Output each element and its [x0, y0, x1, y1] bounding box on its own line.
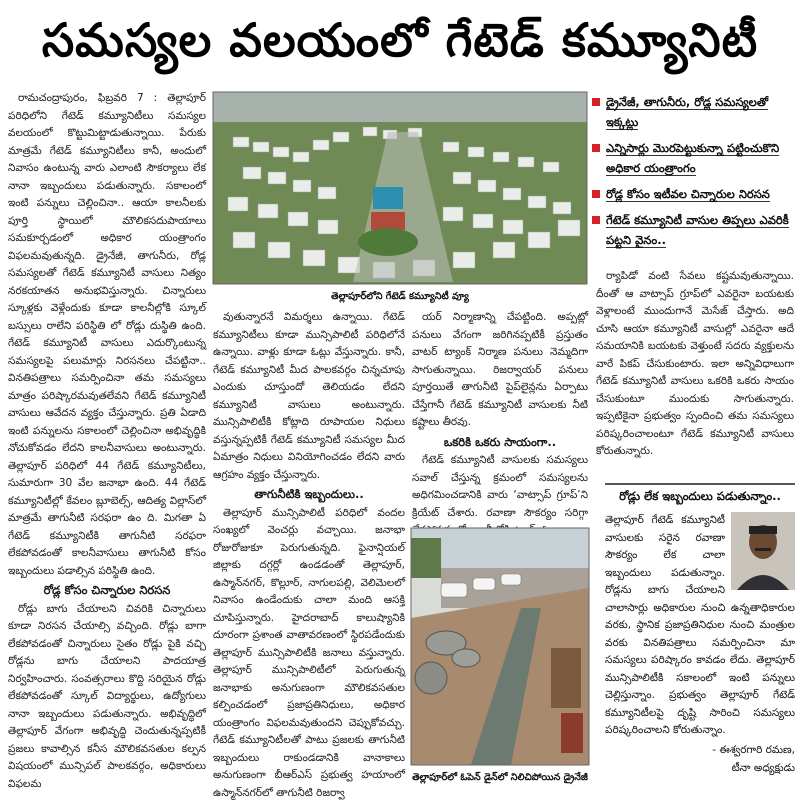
article-column-3 — [412, 309, 588, 519]
highlight-text: గేటెడ్ కమ్యూనిటీ వాసుల తిప్పలు ఎవరికీ పట్టని వైనం.. — [606, 213, 789, 248]
article-paragraph: వుతున్నారనే విమర్శలు ఉన్నాయి. గేటెడ్ కమ్యూనిటీలు కూడా మున్సిపాలిటీ పరిధిలోనే ఉన్నాయి. వాళ్లు కూడా ఓట్లు వేస్తున్నారు. కానీ, గేటెడ్ కమ్యూనిటీ మీద పాలకవర్గం చిన్నచూపు ఎందుకు చూస్తుందో తెలియడం లేదని కమ్యూనిటీ వాసులు అంటున్నారు. మున్సిపాలిటీకి కోట్లాది రూపాయల నిధులు వస్తున్నప్పటికీ గేటెడ్ కమ్యూనిటీ సమస్యల మీద ఏమాత్రం నిధులు వినియోగించడం లేదని వారు ఆగ్రహం వ్యక్తం చేస్తున్నారు. — [213, 309, 405, 484]
highlight-text: డ్రైనేజీ, తాగునీరు, రోడ్ల సమస్యలతో ఇక్కట్లు — [606, 95, 768, 130]
highlight-item — [592, 184, 792, 204]
article-paragraph: రోడ్లు బాగు చేయాలని చివరికి చిన్నారులు కూడా నిరసన చేయాల్సి వచ్చింది. రోడ్లు బాగా లేకపోవడంతో చిన్నారులు సైతం రోడ్లు పైకి వచ్చి రోడ్లను బాగు చేయాలని పాదయాత్ర నిర్వహించారు. సంవత్సరాలు కొద్ది సరియైన రోడ్లు లేకపోవడంతో స్కూల్ విద్యార్థులు, ఉద్యోగులు నానా ఇబ్బందులు పడుతున్నారు. అభివృద్ధిలో తెల్లాపూర్ వేగంగా అభివృద్ధి చెందుతున్నప్పటికీ ప్రజలు కావాల్సిన కనీస మౌలికవసతుల కల్పన విషయంలో మున్సిపల్ పాలకవర్గం, అధికారులు విఫలమ — [8, 601, 206, 794]
highlight-item — [592, 210, 792, 250]
section-subhead: తాగునీటికి ఇబ్బందులు.. — [213, 486, 405, 504]
article-paragraph: ర్యాపిడో వంటి సేవలు కష్టమవుతున్నాయి. దీంతో ఆ వాట్సాప్ గ్రూప్‌లో ఎవరైనా బయటకు వెళ్లాలంటే ముందుగానే మెసేజ్ చేస్తారు. అది చూసి ఆయా కమ్యూనిటీ వాసుల్లో ఎవరైనా ఆదే సమయానికి బయటకు వెళ్తుంటే సదరు వ్యక్తులను వారే పికప్ చేసుకుంటారు. ఇలా అన్నివిధాలుగా గేటెడ్ కమ్యూనిటీ వాసులు ఒకరికి ఒకరు సాయం చేసుకుంటూ ముందుకు సాగుతున్నారు. ఇప్పటికైనా ప్రభుత్వం స్పందించి తమ సమస్యలు పరిష్కరించాలంటూ గేటెడ్ కమ్యూనిటీ వాసులు కోరుతున్నారు. — [596, 268, 794, 461]
article-paragraph: తెల్లాపూర్ మున్సిపాలిటీ పరిధిలో వందల సంఖ్యలో వెంచర్లు వచ్చాయి. జనాభా రోజురోజుకూ పెరుగుతున్నది. ఫైనాన్షియల్ జిల్లాకు దగ్గర్లో ఉండడంతో తెల్లాపూర్, ఉస్మాన్‌నగర్, కొల్లూర్, నాగులపల్లి, వెలిమెలలో నివాసం ఉండేందుకు చాలా మంది ఆసక్తి చూపిస్తున్నారు. హైదరాబాద్ కాలుష్యానికి దూరంగా ప్రశాంత వాతావరణంలో స్థిరపడేందుకు తెల్లాపూర్ మున్సిపాలిటీకి జనాలు వస్తున్నారు. తెల్లాపూర్ మున్సిపాలిటీలో పెరుగుతున్న జనాభాకు అనుగుణంగా మౌలికవసతుల కల్పించడంలో ప్రజాప్రతినిధులు, అధికార యంత్రాంగం విఫలమవుతుందని చెప్పుకోవచ్చు. గేటెడ్ కమ్యూనిటీలతో పాటు ప్రజలకు తాగునీటి ఇబ్బందులు రాకుండడానికి వానాకాలు అనుగుణంగా బీఆర్‌ఎస్ ప్రభుత్వ హయాంలో ఉస్మాన్‌నగర్‌లో తాగునీటి రిజర్వా — [213, 505, 405, 802]
highlight-item — [592, 138, 792, 178]
article-column-4 — [596, 268, 794, 476]
aerial-view-image — [213, 92, 587, 284]
drainage-image — [411, 528, 589, 765]
photo-caption: తెల్లాపూర్‌లోని గేటెడ్ కమ్యూనిటీ వ్యూ — [213, 290, 587, 304]
quote-text: తెల్లాపూర్ గేటెడ్ కమ్యూనిటీ వాసులకు సరైన రవాణా సౌకర్యం లేక చాలా ఇబ్బందులు పడుతున్నాం. రోడ్లను బాగు చేయాలని చాలాసార్లు అధికారుల నుంచి ఉన్నతాధికారుల వరకు, స్థానిక ప్రజాప్రతినిధుల నుంచి మంత్రుల వరకు వినతిపత్రాలు సమర్పించినా మా సమస్యలు పరిష్కారం కావడం లేదు. తెల్లాపూర్ మున్సిపాలిటీకి సకాలంలో ఇంటి పన్నులు చెల్లిస్తున్నాం. ప్రభుత్వం తెల్లాపూర్ గేటెడ్ కమ్యూనిటీలపై దృష్టి సారించి సమస్యలు పరిష్కరించాలని కోరుతున్నాం. — [605, 512, 795, 740]
article-paragraph: రామచంద్రాపురం, ఫిబ్రవరి 7 : తెల్లాపూర్ పరిధిలోని గేటెడ్ కమ్యూనిటీలు సమస్యల వలయంలో కొట్టుమిట్టాడుతున్నాయి. పేరుకు మాత్రమే గేటెడ్ కమ్యూనిటీలు కానీ, అందులో నివాసం ఉంటున్న వారు ఎలాంటి సౌకర్యాలు లేక నానా ఇబ్బందులు పడుతున్నారు. సకాలంలో ఇంటి పన్నులు చెల్లించినా.. ఆయా కాలనీలకు పూర్తి స్థాయిలో మౌలికసదుపాయాలు సమకూర్చడంలో అధికార యంత్రాంగం విఫలమవుతున్నది. డ్రైనేజీ, తాగునీరు, రోడ్ల సమస్యలతో గేటెడ్ కమ్యూనిటీ వాసులు నిత్యం నరకయాతన అనుభవిస్తున్నారు. చిన్నారులు స్కూళ్లకు వెళ్లేందుకు కూడా కాలనీల్లోకి స్కూల్ బస్సులు రాలేని పరిస్థితి లో రోడ్లు దుస్థితి ఉంది. గేటెడ్ కమ్యూనిటీ వాసులు ఎదుర్కొంటున్న సమస్యలపై పలుమార్లు నిరసనలు చేపట్టినా.. వినతిపత్రాలు సమర్పించినా తమ సమస్యలు మాత్రం పరిష్కారమవుతలేవని గేటెడ్ కమ్యూనిటీ వాసులు ఆవేదన వ్యక్తం చేస్తున్నారు. ప్రతి ఏడాది ఇంటి పన్నులను సకాలంలో చెల్లించినా అభివృద్ధికి నోచుకోవడం లేదని కాలనీవాసులు అంటున్నారు. తెల్లాపూర్ పరిధిలో 44 గేటెడ్ కమ్యూనిటీలు, సుమారుగా 30 వేల జనాభా ఉంది. 44 గేటెడ్ కమ్యూనిటీల్లో కేవలం బ్లూబెల్స్, ఆదిత్య విల్లాస్‌లో మాత్రమే తాగునీటి సరఫరా ఉం ది. మిగతా ఏ గేటెడ్ కమ్యూనిటీకి తాగునీటి సరఫరా లేకపోవడంతో కాలనీవాసులు తాగునీటి కోసం ఇబ్బందులు పడాల్సిన పరిస్థితి ఉంది. — [8, 90, 206, 580]
article-column-1 — [8, 90, 206, 788]
quote-author-role: టీనా అధ్యక్షుడు — [605, 760, 795, 776]
gated-community-photo — [213, 92, 587, 284]
section-subhead: ఒకరికి ఒకరు సాయంగా.. — [412, 434, 588, 452]
headline: సమస్యల వలయంలో గేటెడ్ కమ్యూనిటీ — [0, 0, 800, 80]
article-paragraph: యర్ నిర్మాణాన్ని చేపట్టింది. అప్పట్లో పనులు వేగంగా జరిగినప్పటికీ ప్రస్తుతం వాటర్ ట్యాంక్ నిర్మాణ పనులు నెమ్మదిగా సాగుతున్నాయి. రిజర్వాయర్ పనులు పూర్తయితే తాగునీటి పైప్‌లైన్లను ఏర్పాటు చేస్తేగానీ గేటెడ్ కమ్యూనిటీ వాసులకు నీటి కష్టాలు తీరవు. — [412, 309, 588, 432]
highlight-text: రోడ్ల కోసం ఇటీవల చిన్నారుల నిరసన — [606, 187, 770, 202]
avatar-image — [731, 512, 795, 590]
section-subhead: రోడ్ల కోసం చిన్నారుల నిరసన — [8, 582, 206, 600]
photo-caption: తెల్లాపూర్‌లో ఓపెన్ డైన్‌లో నిలిచిపోయిన డ్రైనేజీ — [405, 771, 595, 785]
quote-title: రోడ్లు లేక ఇబ్బందులు పడుతున్నాం.. — [605, 489, 795, 506]
person-photo — [731, 512, 795, 590]
highlight-text: ఎన్నిసార్లు మొరపెట్టుకున్నా పట్టించుకొని అధికార యంత్రాంగం — [606, 141, 779, 176]
drainage-photo — [411, 528, 589, 765]
highlight-item — [592, 92, 792, 132]
article-paragraph: గేటెడ్ కమ్యూనిటీ వాసులకు సమస్యలు సవాల్ చేస్తున్న క్రమంలో సమస్యలను అధిగమించడానికి వారు ‘వాట్సాప్ గ్రూప్’ని క్రియేట్ చేశారు. రవాణా సౌకర్యం సరిగ్గా — [412, 452, 588, 540]
quote-box — [605, 483, 795, 785]
quote-author: - ఈశ్వరగారి రమణ, — [605, 742, 795, 758]
highlights-box — [592, 92, 792, 256]
article-column-2 — [213, 309, 405, 788]
